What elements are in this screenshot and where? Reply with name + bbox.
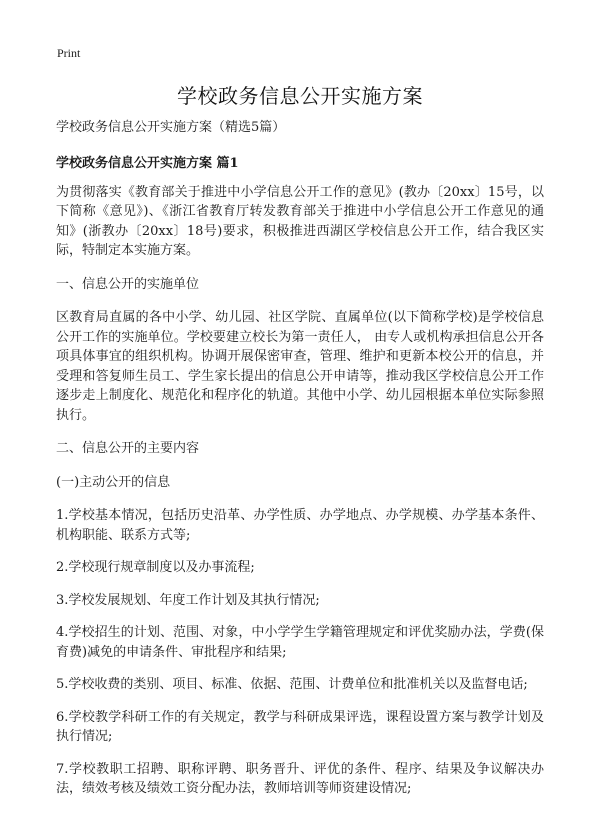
implementing-unit-paragraph: 区教育局直属的各中小学、幼儿园、社区学院、直属单位(以下简称学校)是学校信息公开工作的实施单位。学校要建立校长为第一责任人， 由专人或机构承担信息公开各项具体事宜的组织机构。协调开展保密审查，管理、维护和更新本校公开的信息，并受理和答复师生员工、学生家长提出的信息公开申请等，推动我区学校信息公开工作逐步走上制度化、规范化和程序化的轨道。其他中小学、幼儿园根据本单位实际参照执行。	[56, 310, 544, 423]
document-body	[56, 118, 544, 812]
list-item: 3.学校发展规划、年度工作计划及其执行情况;	[56, 592, 320, 608]
list-item: 1.学校基本情况，包括历史沿革、办学性质、办学地点、办学规模、办学基本条件、机构职能、联系方式等;	[56, 508, 544, 543]
heading-proactive-disclosure: (一)主动公开的信息	[56, 474, 171, 490]
list-item: 4.学校招生的计划、范围、对象，中小学学生学籍管理规定和评优奖励办法，学费(保育费)减免的申请条件、审批程序和结果;	[56, 625, 544, 660]
intro-paragraph: 为贯彻落实《教育部关于推进中小学信息公开工作的意见》(教办〔20xx〕15号，以下简称《意见》)、《浙江省教育厅转发教育部关于推进中小学信息公开工作意见的通知》(浙教办〔20xx〕18号)要求，积极推进西湖区学校信息公开工作，结合我区实际，特制定本实施方案。	[56, 184, 544, 258]
print-label[interactable]: Print	[57, 46, 81, 60]
document-subtitle: 学校政务信息公开实施方案（精选5篇）	[56, 120, 286, 135]
heading-main-content: 二、信息公开的主要内容	[56, 441, 200, 456]
list-item: 6.学校教学科研工作的有关规定，教学与科研成果评选，课程设置方案与教学计划及执行情况;	[56, 709, 544, 744]
heading-implementing-unit: 一、信息公开的实施单位	[56, 276, 200, 292]
page-title: 学校政务信息公开实施方案	[177, 84, 423, 108]
list-item: 7.学校教职工招聘、职称评聘、职务晋升、评优的条件、程序、结果及争议解决办法，绩效考核及绩效工资分配办法，教师培训等师资建设情况;	[56, 761, 544, 796]
list-item: 5.学校收费的类别、项目、标准、依据、范围、计费单位和批准机关以及监督电话;	[56, 677, 528, 692]
list-item: 2.学校现行规章制度以及办事流程;	[56, 560, 255, 575]
section-heading: 学校政务信息公开实施方案 篇1	[56, 155, 239, 171]
